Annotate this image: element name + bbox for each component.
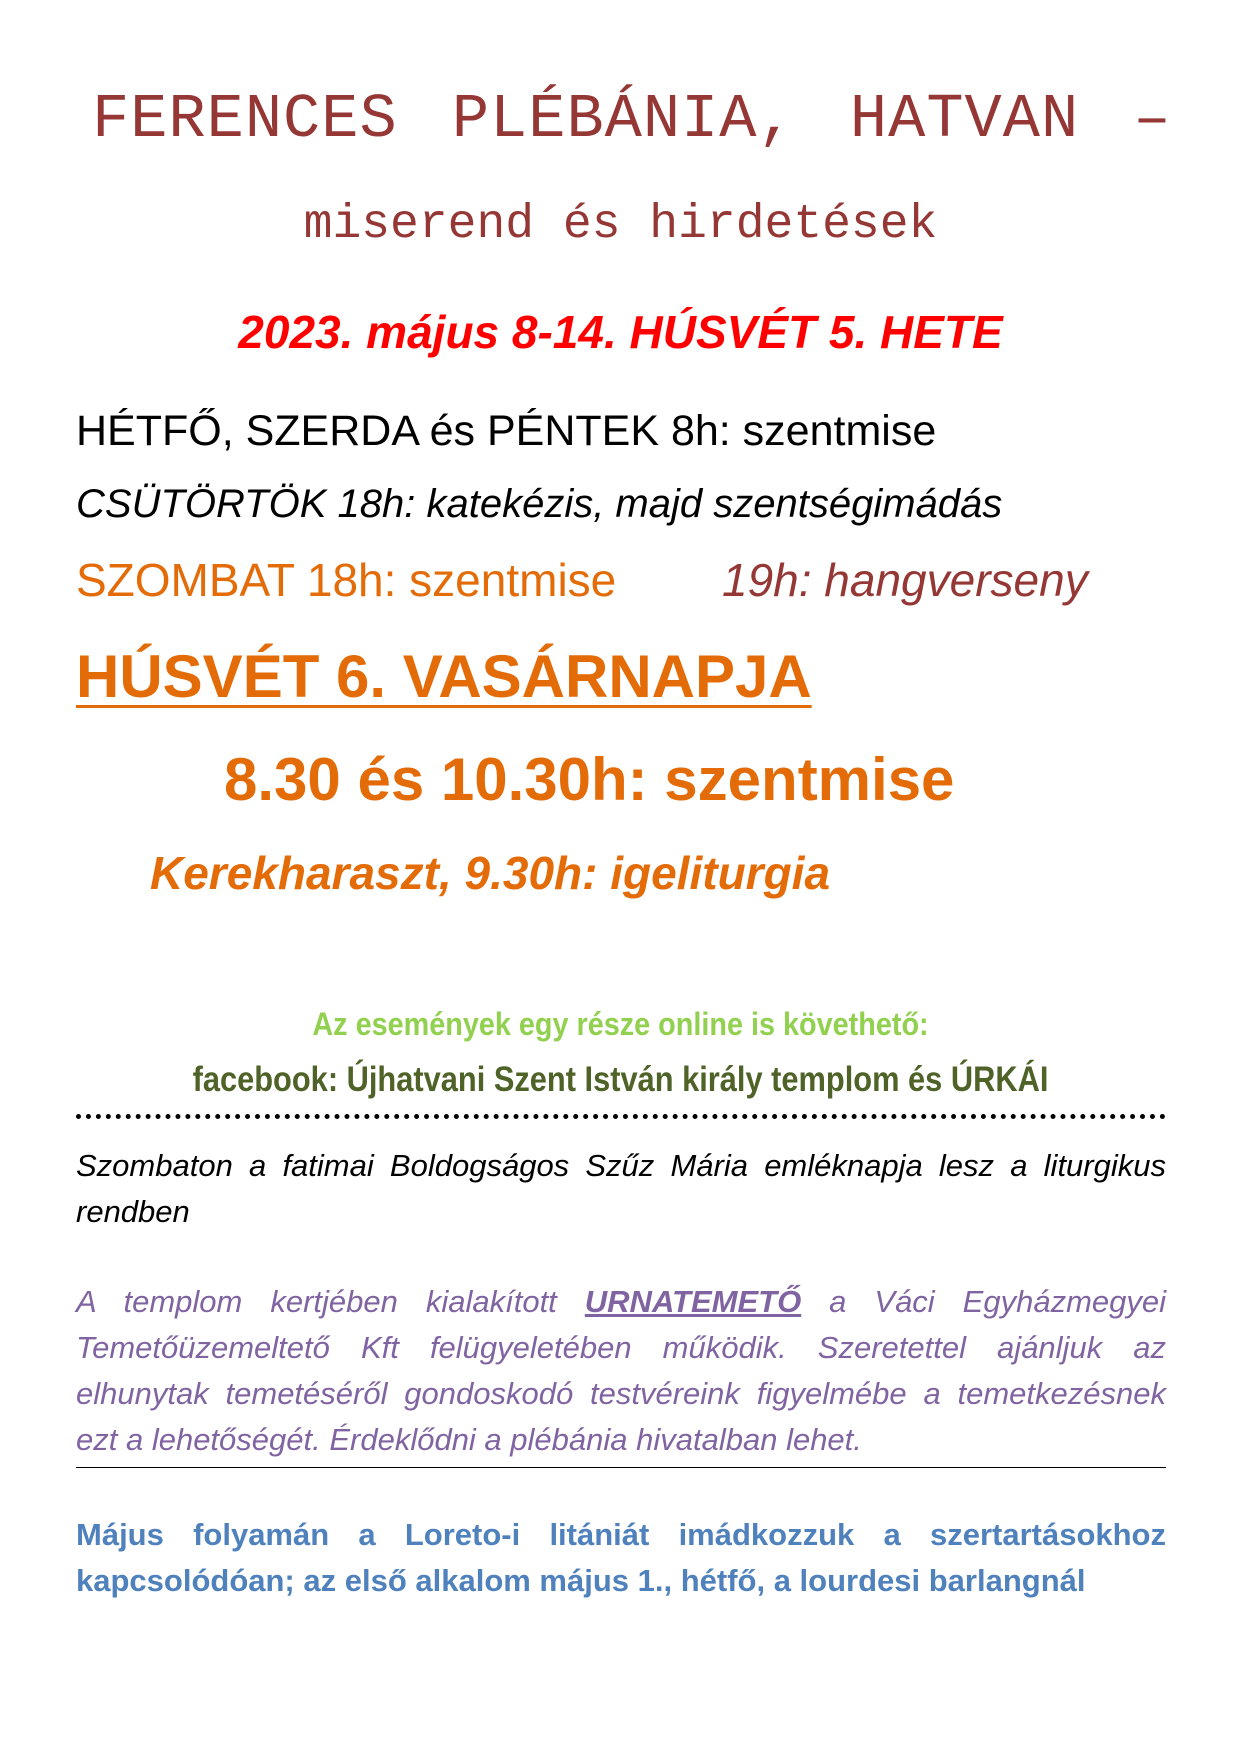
kerekharaszt-line: Kerekharaszt, 9.30h: igeliturgia	[150, 847, 831, 899]
saturday-mass-line: SZOMBAT 18h: szentmise	[76, 554, 617, 606]
saturday-concert-line: 19h: hangverseny	[722, 554, 1088, 606]
thursday-line: CSÜTÖRTÖK 18h: katekézis, majd szentségimádás	[76, 482, 1003, 526]
dotted-divider	[76, 1114, 1166, 1119]
facebook-notice: facebook: Újhatvani Szent István király templom és ÚRKÁI	[192, 1060, 1049, 1099]
urn-cemetery-announcement	[76, 1279, 1166, 1468]
urn-text-end: a Váci Egyházmegyei Temetőüzemeltető Kft felügyeletében működik. Szeretettel ajánljuk az elhunytak temetéséről gondoskodó testvéreink figyelmébe a temetkezésnek ezt a lehetőségét. Érdeklődni a plébánia hivatalban lehet.	[76, 1284, 1167, 1457]
sunday-heading: HÚSVÉT 6. VASÁRNAPJA	[76, 643, 812, 710]
urn-text-start: A templom kertjében kialakított	[76, 1284, 585, 1319]
online-notice: Az események egy része online is követhető:	[312, 1006, 929, 1042]
page-title: FERENCES PLÉBÁNIA, HATVAN –	[92, 84, 1172, 155]
urn-keyword: URNATEMETŐ	[584, 1284, 802, 1319]
sunday-mass-times: 8.30 és 10.30h: szentmise	[224, 746, 955, 813]
fatima-announcement: Szombaton a fatimai Boldogságos Szűz Mária emléknapja lesz a liturgikus rendben	[76, 1148, 1166, 1229]
weekday-mass-line: HÉTFŐ, SZERDA és PÉNTEK 8h: szentmise	[76, 407, 937, 455]
loreto-announcement: Május folyamán a Loreto-i litániát imádkozzuk a szertartásokhoz kapcsolódóan; az első alkalom május 1., hétfő, a lourdesi barlangnál	[76, 1517, 1166, 1598]
week-date-heading: 2023. május 8-14. HÚSVÉT 5. HETE	[238, 306, 1003, 358]
page-subtitle: miserend és hirdetések	[303, 198, 938, 252]
